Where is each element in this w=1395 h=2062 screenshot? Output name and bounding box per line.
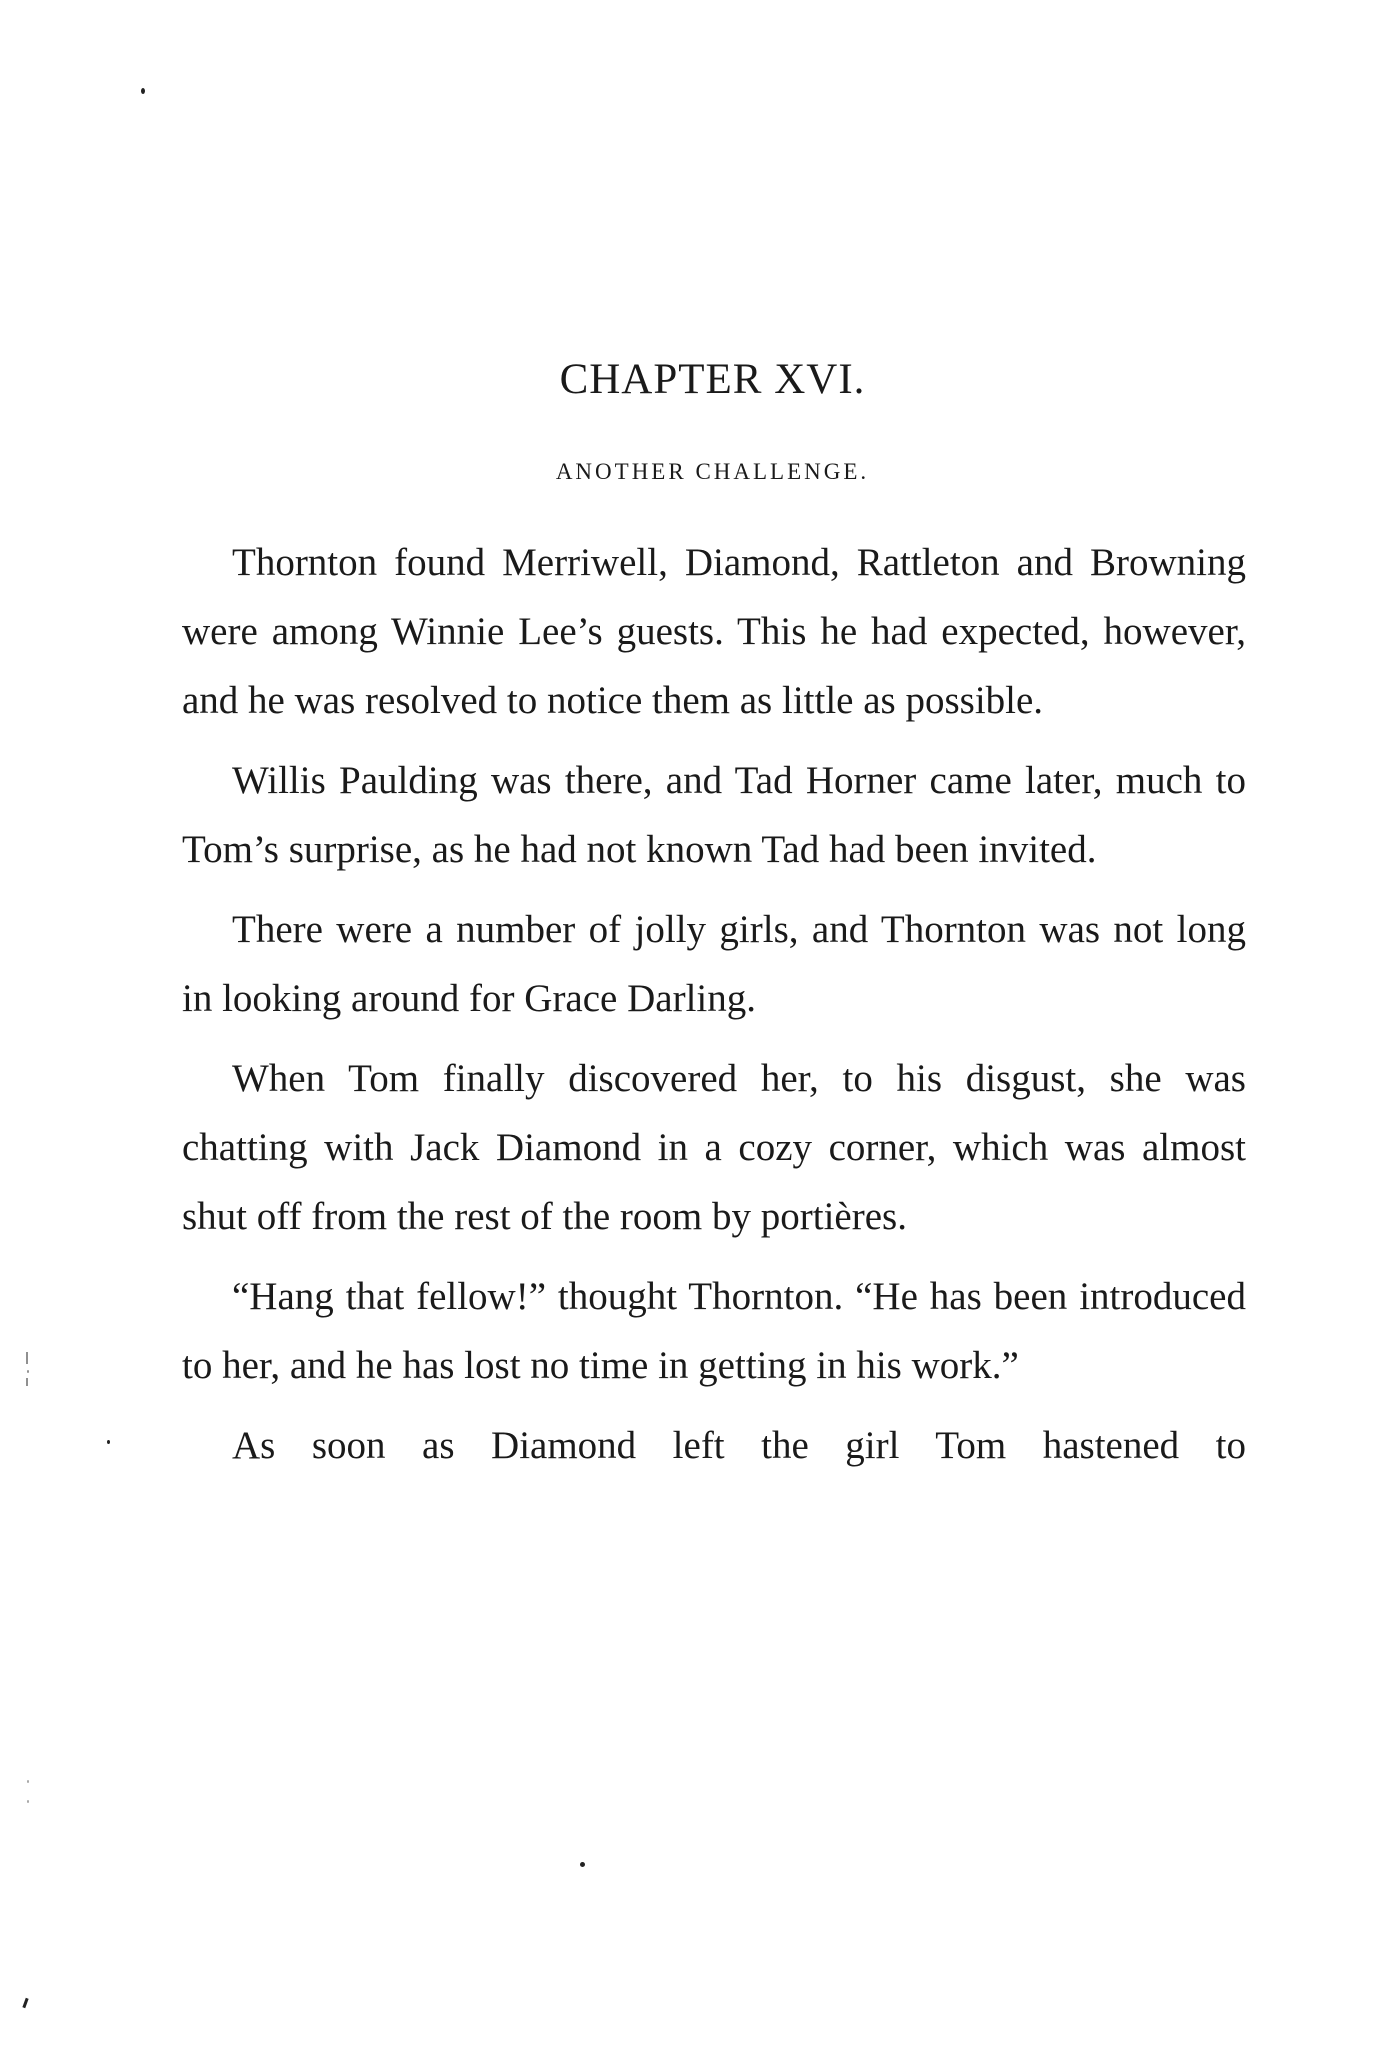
paragraph: “Hang that fellow!” thought Thornton. “He has been introduced to her, and he has lost no time in getting in his work.”: [182, 1275, 1246, 1387]
paragraph: There were a number of jolly girls, and Thornton was not long in looking around for Grace Darling.: [182, 908, 1246, 1020]
scan-speck: [26, 1352, 28, 1364]
scan-speck: [580, 1862, 585, 1867]
scan-speck: [27, 1370, 29, 1373]
scan-speck: [107, 1440, 110, 1444]
chapter-subtitle: ANOTHER CHALLENGE.: [555, 459, 870, 484]
chapter-heading: CHAPTER XVI.: [559, 356, 866, 403]
paragraph: When Tom finally discovered her, to his disgust, she was chatting with Jack Diamond in a cozy corner, which was almost shut off from the rest of the room by portières.: [182, 1057, 1246, 1238]
chapter-body: [182, 528, 1246, 1480]
scan-speck: [22, 1998, 28, 2008]
scan-speck: [27, 1780, 29, 1783]
paragraph: As soon as Diamond left the girl Tom hastened to: [232, 1424, 1246, 1467]
scan-speck: [141, 88, 145, 94]
scan-speck: [27, 1800, 29, 1803]
paragraph: Willis Paulding was there, and Tad Horner came later, much to Tom’s surprise, as he had not known Tad had been invited.: [182, 759, 1246, 871]
scan-speck: [26, 1378, 28, 1386]
paragraph: Thornton found Merriwell, Diamond, Rattleton and Browning were among Winnie Lee’s guests. This he had expected, however, and he was resolved to notice them as little as possible.: [182, 541, 1246, 722]
